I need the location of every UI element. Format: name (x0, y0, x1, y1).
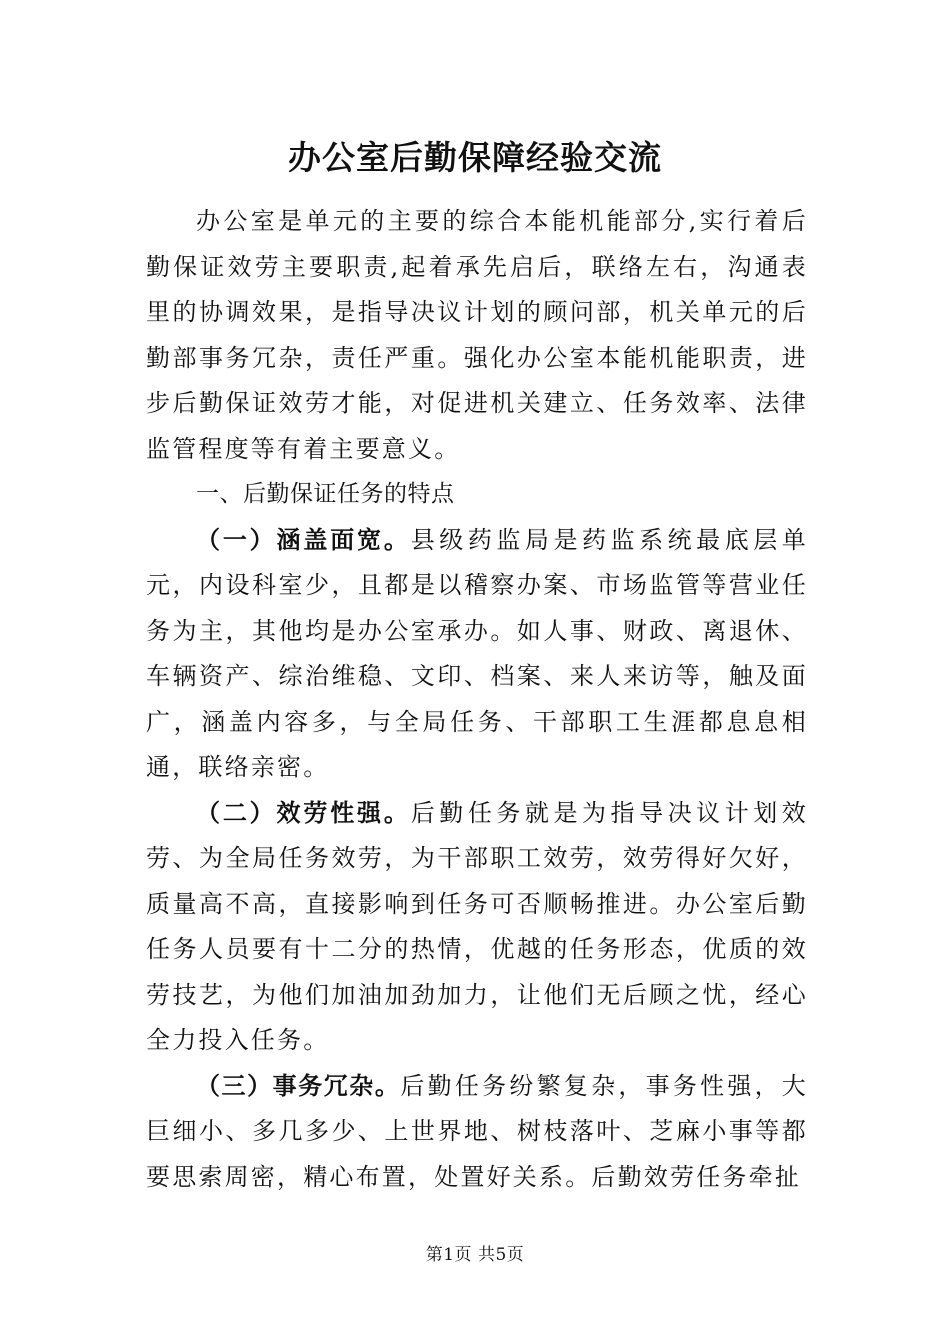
section-heading: 一、后勤保证任务的特点 (196, 481, 455, 507)
subsection-3 (146, 1064, 808, 1201)
subsection-1-text: 县级药监局是药监系统最底层单元，内设科室少，且都是以稽察办案、市场监管等营业任务为主，其他均是办公室承办。如人事、财政、离退休、车辆资产、综治维稳、文印、档案、来人来访等，触及面广，涵盖内容多，与全局任务、干部职工生涯都息息相通，联络亲密。 (146, 525, 808, 781)
document-body (146, 199, 808, 1200)
subsection-1 (146, 518, 808, 791)
subsection-2-text: 后勤任务就是为指导决议计划效劳、为全局任务效劳，为干部职工效劳，效劳得好欠好，质量高不高，直接影响到任务可否顺畅推进。办公室后勤任务人员要有十二分的热情，优越的任务形态，优质的效劳技艺，为他们加油加劲加力，让他们无后顾之忧，经心全力投入任务。 (146, 798, 808, 1054)
intro-paragraph: 办公室是单元的主要的综合本能机能部分,实行着后勤保证效劳主要职责,起着承先启后，联络左右，沟通表里的协调效果，是指导决议计划的顾问部，机关单元的后勤部事务冗杂，责任严重。强化办公室本能机能职责，进步后勤保证效劳才能，对促进机关建立、任务效率、法律监管程度等有着主要意义。 (146, 207, 808, 463)
document-title: 办公室后勤保障经验交流 (288, 138, 662, 177)
subsection-2 (146, 791, 808, 1064)
subsection-3-lead: （三）事务冗杂。 (196, 1071, 401, 1100)
subsection-3-text: 后勤任务纷繁复杂，事务性强，大巨细小、多几多少、上世界地、树枝落叶、芝麻小事等都要思索周密，精心布置，处置好关系。后勤效劳任务牵扯 (146, 1071, 809, 1191)
page-footer: 第1页 共5页 (425, 1245, 525, 1265)
subsection-1-lead: （一）涵盖面宽。 (196, 525, 411, 554)
subsection-2-lead: （二）效劳性强。 (196, 798, 411, 827)
